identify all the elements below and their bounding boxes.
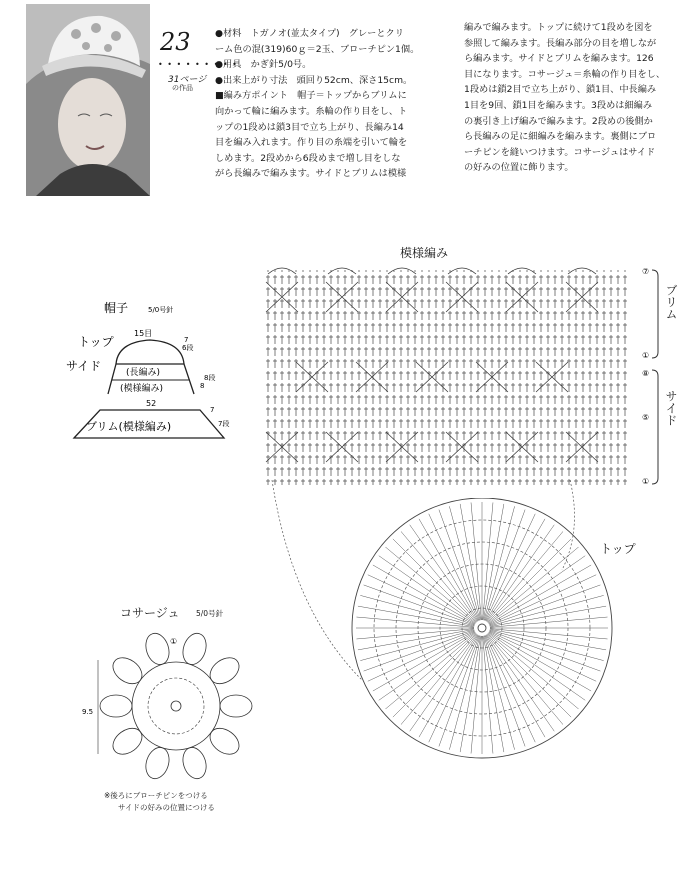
chart-stitch-grid xyxy=(264,270,630,485)
hat-brim-dim: 7 xyxy=(210,406,215,414)
instruction-line: ら編みます。サイドとブリムを編みます。126 xyxy=(464,53,654,65)
hat-top-outline xyxy=(116,340,184,364)
row-number: ① xyxy=(642,477,650,486)
instruction-line: しめます。2段めから6段めまで増し目をしな xyxy=(215,152,401,164)
instruction-line: ●出来上がり寸法 頭回り52cm、深さ15cm。 xyxy=(215,74,413,86)
corsage-ring-inner xyxy=(148,678,204,734)
instructions-column-2 xyxy=(464,20,692,176)
side-section-label: サイド xyxy=(664,390,678,426)
hat-top-label: トップ xyxy=(78,335,114,349)
hat-side-rows: 8段 xyxy=(204,374,216,382)
hat-dim-7a: 7 xyxy=(184,336,189,344)
corsage-ring-outer xyxy=(132,662,220,750)
pattern-chart-title: 模様編み xyxy=(400,246,449,260)
hat-title: 帽子 xyxy=(104,301,129,315)
instruction-line: 参照して編みます。長編み部分の目を増しなが xyxy=(464,37,657,49)
hat-top-rows: 6段 xyxy=(182,344,194,352)
model-photo-drawing xyxy=(26,4,150,196)
hat-row2-label: (模様編み) xyxy=(120,384,164,394)
brim-bracket xyxy=(652,270,658,358)
instruction-line: ーム色の混(319)60ｇ＝2玉、ブローチピン1個。 xyxy=(215,43,420,55)
corsage-size: 9.5 xyxy=(82,708,94,716)
hat-brim-label: ブリム(模様編み) xyxy=(86,420,172,433)
row-number: ⑦ xyxy=(642,267,650,276)
dotted-rule: • • • • • • • • • xyxy=(158,60,238,69)
instruction-line: 1目を9回、鎖1目を編みます。3段めは細編み xyxy=(464,99,653,111)
hat-schematic xyxy=(60,290,240,450)
corsage-petal xyxy=(179,744,210,781)
page-reference-sub: の作品 xyxy=(172,84,193,92)
chart-row-markers xyxy=(642,267,649,486)
instruction-line: 1段めは鎖2目で立ち上がり、鎖1目、中長編み xyxy=(464,84,657,96)
corsage-title: コサージュ xyxy=(120,606,180,620)
instructions-column-1 xyxy=(215,26,455,182)
hat-brim-rows: 7段 xyxy=(218,420,230,428)
corsage-chart xyxy=(80,622,260,792)
hat-hook-size: 5/0号針 xyxy=(148,306,174,314)
row-number: ⑧ xyxy=(642,369,650,378)
corsage-petal xyxy=(142,630,173,667)
model-photo xyxy=(26,4,150,196)
corsage-petal xyxy=(179,630,210,667)
instruction-line: ップの1段めは鎖3目で立ち上がり、長編み14 xyxy=(215,121,404,133)
instruction-line: ら長編みの足に細編みを編みます。裏側にブロ xyxy=(464,131,657,143)
instruction-line: 目を編み入れます。作り目の糸端を引いて輪を xyxy=(215,137,408,149)
corsage-start-mark: ① xyxy=(170,637,178,646)
hat-width: 52 xyxy=(146,399,157,408)
side-bracket xyxy=(652,370,658,484)
corsage-note-2: サイドの好みの位置につける xyxy=(118,803,215,812)
corsage-center xyxy=(171,701,181,711)
corsage-petal xyxy=(205,723,244,760)
instruction-line: 目になります。コサージュ＝糸輪の作り目をし、 xyxy=(464,68,666,80)
instruction-line: ■編み方ポイント 帽子＝トップからブリムに xyxy=(215,90,407,102)
corsage-petal xyxy=(108,652,147,689)
instruction-line: 編みで編みます。トップに続けて1段めを図を xyxy=(464,22,653,33)
instruction-line: ●用具 かぎ針5/0号。 xyxy=(215,59,312,71)
instruction-line: ーチピンを縫いつけます。コサージュはサイド xyxy=(464,146,656,158)
corsage-hook-size: 5/0号針 xyxy=(196,609,224,618)
instruction-line: がら長編みで編みます。サイドとブリムは模様 xyxy=(215,168,407,180)
hat-top-stitches: 15目 xyxy=(134,329,153,338)
row-number: ⑤ xyxy=(642,413,650,422)
pattern-number: 23 xyxy=(160,28,191,56)
brim-side-label: ブリム xyxy=(664,284,678,320)
corsage-petal xyxy=(205,652,244,689)
pattern-chart xyxy=(258,262,678,492)
top-chart-label: トップ xyxy=(600,542,636,556)
instruction-line: の裏引き上げ編みで編みます。2段めの後側か xyxy=(464,115,653,127)
corsage-note-1: ※後ろにブローチピンをつける xyxy=(104,791,208,800)
instruction-line: の好みの位置に飾ります。 xyxy=(464,162,574,174)
hat-row1-label: (長編み) xyxy=(126,368,161,378)
chart-connector-lines xyxy=(262,470,622,700)
instruction-line: 向かって輪に編みます。糸輪の作り目をし、ト xyxy=(215,105,408,117)
corsage-petal xyxy=(108,723,147,760)
corsage-petal xyxy=(142,744,173,781)
row-number: ① xyxy=(642,351,650,360)
corsage-petals xyxy=(100,630,252,781)
hat-side-dim: 8 xyxy=(200,382,205,390)
corsage-petal xyxy=(100,695,132,717)
page-reference: 31ページ xyxy=(168,75,207,85)
instruction-line: ●材料 トガノオ(並太タイプ) グレーとクリ xyxy=(215,28,404,39)
hat-side-label: サイド xyxy=(66,359,102,373)
corsage-petal xyxy=(220,695,252,717)
